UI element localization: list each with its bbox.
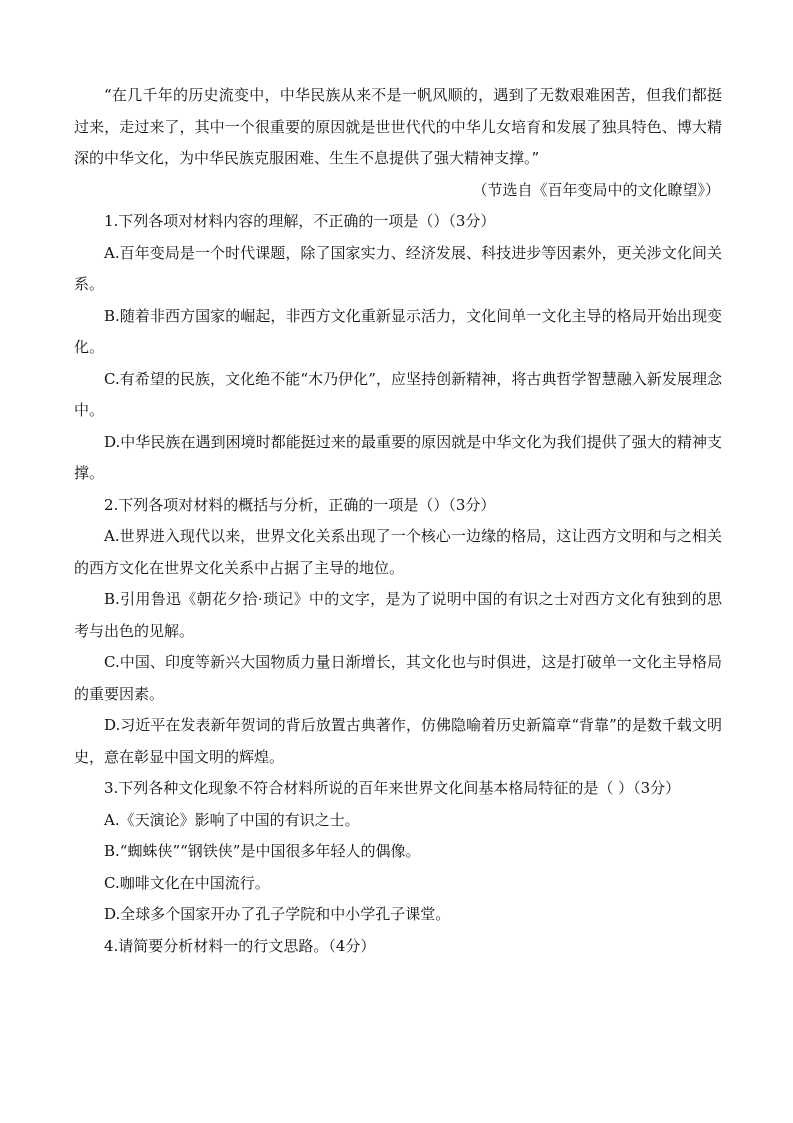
option-c: C.中国、印度等新兴大国物质力量日渐增长，其文化也与时俱进，这是打破单一文化主导格局的重要因素。 (74, 653, 722, 703)
option-c: C.咖啡文化在中国流行。 (104, 873, 270, 892)
question-stem: 3.下列各种文化现象不符合材料所说的百年来世界文化间基本格局特征的是（ ）（3分） (104, 779, 681, 797)
option-c: C.有希望的民族，文化绝不能“木乃伊化”，应坚持创新精神，将古典哲学智慧融入新发展理念中。 (74, 369, 722, 419)
option-b: B.“蜘蛛侠”“钢铁侠”是中国很多年轻人的偶像。 (104, 842, 421, 860)
intro-quote: “在几千年的历史流变中，中华民族从来不是一帆风顺的，遇到了无数艰难困苦，但我们都挺过来，走过来了，其中一个很重要的原因就是世世代代的中华儿女培育和发展了独具特色、博大精深的中华文化，为中华民族克服困难、生生不息提供了强大精神支撑。” (74, 86, 722, 167)
source-citation: （节选自《百年变局中的文化瞭望》） (472, 180, 720, 199)
question-2 (74, 490, 722, 774)
question-stem: 2.下列各项对材料的概括与分析，正确的一项是（）（3分） (104, 495, 496, 514)
option-a: A.《天演论》影响了中国的有识之士。 (104, 810, 360, 829)
option-b: B.引用鲁迅《朝花夕拾·琐记》中的文字，是为了说明中国的有识之士对西方文化有独到的思考与出色的见解。 (74, 590, 722, 640)
option-a: A.世界进入现代以来，世界文化关系出现了一个核心一边缘的格局，这让西方文明和与之相关的西方文化在世界文化关系中占据了主导的地位。 (74, 527, 722, 577)
option-b: B.随着非西方国家的崛起，非西方文化重新显示活力，文化间单一文化主导的格局开始出现变化。 (74, 306, 722, 356)
option-a: A.百年变局是一个时代课题，除了国家实力、经济发展、科技进步等因素外，更关涉文化间关系。 (74, 243, 722, 293)
question-stem: 4.请简要分析材料一的行文思路。（4分） (104, 936, 376, 955)
question-4 (74, 931, 722, 963)
option-d: D.中华民族在遇到困境时都能挺过来的最重要的原因就是中华文化为我们提供了强大的精神支撑。 (74, 432, 722, 482)
question-1 (74, 206, 722, 490)
document-content (74, 80, 722, 962)
question-stem: 1.下列各项对材料内容的理解，不正确的一项是（）（3分） (104, 212, 496, 230)
option-d: D.习近平在发表新年贺词的背后放置古典著作，仿佛隐喻着历史新篇章“背靠”的是数千载文明史，意在彰显中国文明的辉煌。 (74, 716, 722, 766)
question-3 (74, 773, 722, 931)
option-d: D.全球多个国家开办了孔子学院和中小学孔子课堂。 (104, 905, 451, 923)
